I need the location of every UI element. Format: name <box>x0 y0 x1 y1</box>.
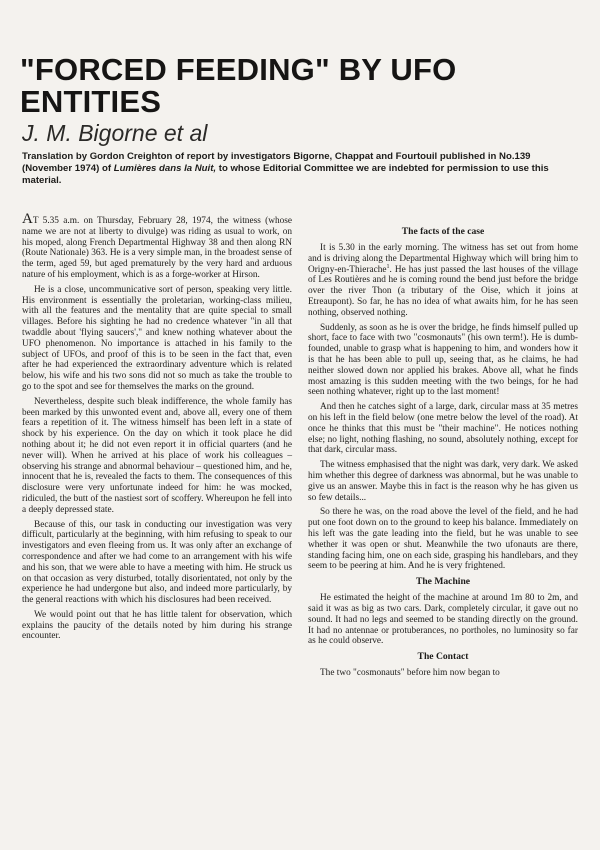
paragraph-facts-5: So there he was, on the road above the level of the field, and he had put one foot down on to the ground to keep his balance. Immediately on his left was the gate leading into the field, but he was unable to see whether it was open or shut. Meanwhile the two ufonauts are there, standing facing him, one on each side, grasping his handlebars, and they seem to be peering at him. And he is very frightened. <box>308 507 578 572</box>
drop-cap: A <box>22 211 33 227</box>
paragraph-witness-character: He is a close, uncommunicative sort of person, speaking very little. His environment is essentially the proletarian, working-class milieu, with all the features and the mentality that are quite special to small villages. Before his sighting he had no credence whatever "in all that twaddle about 'flying saucers'," and knew nothing whatever about the UFO phenomenon. No importance is attached in his family to the subject of UFOs, and proof of this is to be seen in the fact that, even after he had experienced the extraordinary adventure which is related below, his wife and his two sons did not so much as take the trouble to go to the spot and see for themselves the marks on the ground. <box>22 284 292 392</box>
magazine-name: Lumières dans la Nuit, <box>113 163 217 174</box>
footnote-marker: 1 <box>386 263 390 270</box>
translation-note-text-a: Translation by Gordon Creighton of report by investigators Bigorne, Chappat and Fourtouil published in No.139 (November 1974) of <box>22 151 531 174</box>
right-column <box>308 222 578 683</box>
paragraph-observation-note: We would point out that he has little talent for observation, which explains the paucity of the details noted by him during his strange encounter. <box>22 609 292 642</box>
section-heading-machine: The Machine <box>415 576 471 588</box>
paragraph-family-reaction: Nevertheless, despite such bleak indifference, the whole family has been marked by this unwonted event and, above all, every one of them fears a repetition of it. The witness himself has been left in a state of shock by his experience. On the day on which it took place he did nothing about it; he did not even report it in official quarters (and he never will). When he arrived at his place of work his colleagues – observing his strange and abnormal behaviour – questioned him, and he, innocent that he is, revealed the facts to them. The consequences of this disclosure were very unfortunate indeed for him: he was mocked, ridiculed, the butt of the nastiest sort of scoffery. Whereupon he fell into a deeply depressed state. <box>22 396 292 515</box>
facts-1-text-a: It is 5.30 in the early morning. The witness has set out from home and is driving along the Departmental Highway which will bring him to Origny-en-Thierache <box>308 243 578 275</box>
paragraph-facts-3: And then he catches sight of a large, dark, circular mass at 35 metres on his left in the field below (one metre below the level of the road). At once he thinks that this must be "their machine". He notices nothing else; no light, nothing flashing, no sound, absolutely nothing, except for that dark, circular mass. <box>308 402 578 456</box>
paragraph-facts-1 <box>308 243 578 319</box>
paragraph-opening <box>22 211 292 281</box>
paragraph-facts-2: Suddenly, as soon as he is over the bridge, he finds himself pulled up short, face to face with two "cosmonauts" (his own term!). He is dumb-founded, unable to grasp what is happening to him, and wonders how it is that he has been able to pull up, seeing that, as he claims, he had neither slowed down nor applied his brakes. Above all, what he finds most amazing is this sudden meeting with the two beings, for he had seen nothing whatever, right up to the last moment! <box>308 322 578 398</box>
facts-1-text-b: . He has just passed the last houses of the village of Les Routières and he is coming round the bend just before the bridge over the river Thon (a tributary of the Oise, which it joins at Etreaupont). So far, he has no idea of what awaits him, for he has seen nothing, observed nothing. <box>308 264 578 318</box>
section-heading-facts: The facts of the case <box>401 226 485 237</box>
article-title: "FORCED FEEDING" BY UFO ENTITIES <box>20 52 457 119</box>
translation-note-text-b: to whose Editorial Committee we are indebted for permission to use this material. <box>22 163 549 186</box>
section-heading-contact: The Contact <box>417 651 469 663</box>
left-column <box>22 211 292 646</box>
paragraph-facts-4: The witness emphasised that the night was dark, very dark. We asked him whether this degree of darkness was abnormal, but he was unable to give us an answer. Maybe this in fact is the reason why he has given us so few details... <box>308 460 578 503</box>
article-byline: J. M. Bigorne et al <box>22 120 208 146</box>
opening-text: T 5.35 a.m. on Thursday, February 28, 1974, the witness (whose name we are not at liberty to divulge) was riding as usual to work, on his moped, along French Departmental Highway 38 and then along RN (Route Nationale) 363. He is a very simple man, in the broadest sense of the term, aged 59, but aged prematurely by the very hard and arduous nature of his employment, which is as a forge-worker at Hirson. <box>22 216 292 280</box>
paragraph-contact: The two "cosmonauts" before him now began to <box>320 668 500 679</box>
paragraph-machine: He estimated the height of the machine at around 1m 80 to 2m, and said it was as big as two cars. Dark, completely circular, it gave out no sound. It had no legs and seemed to be standing directly on the ground. It had no antennae or protuberances, no portholes, no luminosity so far as he could observe. <box>308 593 578 647</box>
paragraph-investigation: Because of this, our task in conducting our investigation was very difficult, particularly at the beginning, with him refusing to speak to our investigators and even fleeing from us. It was only after an exchange of correspondence and after we had come to an arrangement with his wife and his son, that we were able to have a meeting with him. He struck us on that occasion as very disturbed, totally disorientated, not only by the experience he had undergone but also, and indeed more particularly, by the general reactions with which his disclosures had been received. <box>22 519 292 606</box>
translation-note <box>22 151 577 187</box>
